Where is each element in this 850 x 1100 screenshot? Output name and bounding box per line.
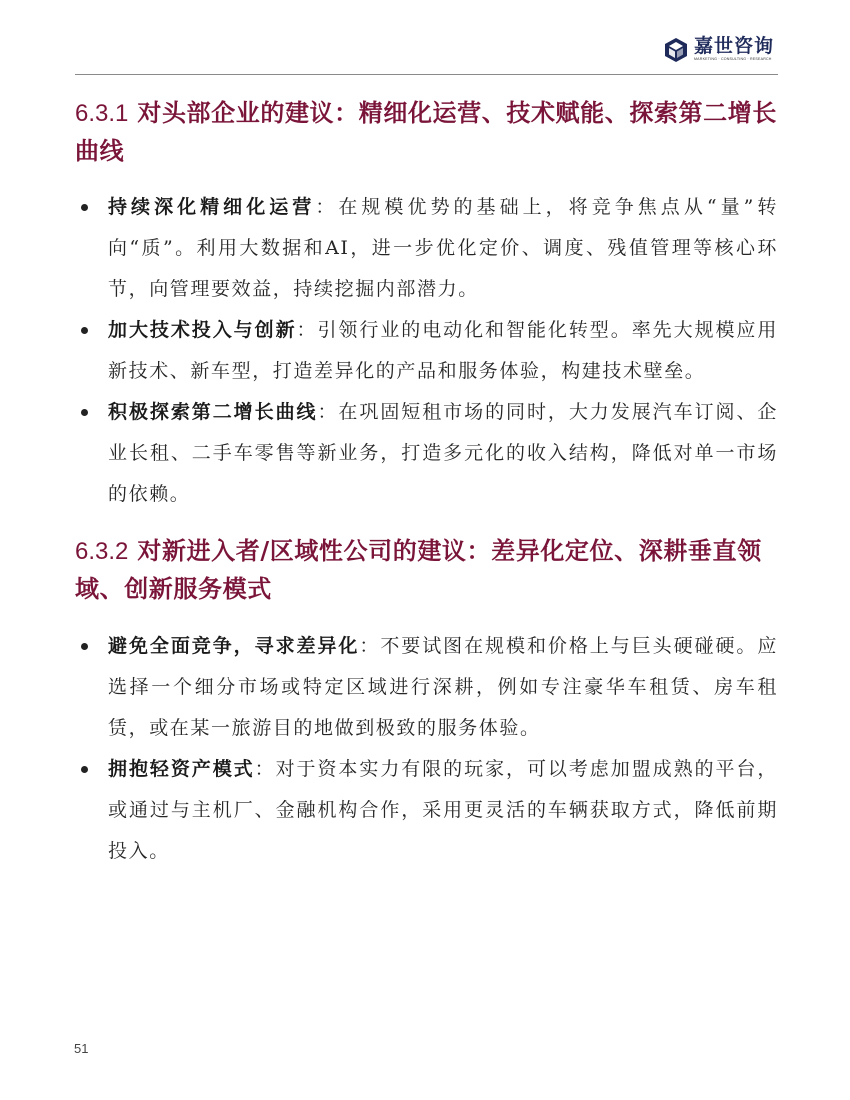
item-body: ：对于资本实力有限的玩家，可以考虑加盟成熟的平台，或通过与主机厂、金融机构合作，采用更灵活的车辆获取方式，降低前期投入。 [108, 758, 778, 862]
bullet-icon [81, 327, 88, 334]
page-header [75, 26, 778, 75]
recommendation-list-leaders [75, 187, 778, 515]
item-body: ：在巩固短租市场的同时，大力发展汽车订阅、企业长租、二手车零售等新业务，打造多元化的收入结构，降低对单一市场的依赖。 [108, 401, 778, 505]
brand-logo [663, 36, 774, 63]
section-title: 对新进入者/区域性公司的建议：差异化定位、深耕垂直领域、创新服务模式 [75, 536, 762, 603]
recommendation-list-new-entrants [75, 626, 778, 872]
list-item [75, 749, 778, 872]
logo-mark-icon [663, 37, 689, 63]
logo-tagline: MARKETING · CONSULTING · RESEARCH [693, 57, 772, 61]
bullet-icon [81, 766, 88, 773]
section-number: 6.3.2 [75, 538, 129, 565]
section-heading-6-3-2 [75, 532, 778, 607]
list-item [75, 310, 778, 392]
item-lead: 持续深化精细化运营 [108, 196, 316, 218]
bullet-icon [81, 409, 88, 416]
item-body: ：引领行业的电动化和智能化转型。率先大规模应用新技术、新车型，打造差异化的产品和服务体验，构建技术壁垒。 [108, 319, 778, 382]
list-item [75, 187, 778, 310]
bullet-icon [81, 204, 88, 211]
item-lead: 避免全面竞争，寻求差异化 [108, 635, 360, 657]
section-heading-6-3-1 [75, 94, 778, 169]
bullet-icon [81, 643, 88, 650]
page-number: 51 [74, 1041, 89, 1056]
section-number: 6.3.1 [75, 100, 129, 127]
list-item [75, 626, 778, 749]
list-item [75, 392, 778, 515]
logo-name: 嘉世咨询 [693, 35, 774, 57]
item-body: ：在规模优势的基础上，将竞争焦点从“量”转向“质”。利用大数据和AI，进一步优化定价、调度、残值管理等核心环节，向管理要效益，持续挖掘内部潜力。 [108, 196, 779, 300]
main-content [75, 94, 778, 872]
item-body: ：不要试图在规模和价格上与巨头硬碰硬。应选择一个细分市场或特定区域进行深耕，例如专注豪华车租赁、房车租赁，或在某一旅游目的地做到极致的服务体验。 [108, 635, 778, 739]
item-lead: 加大技术投入与创新 [108, 319, 297, 341]
item-lead: 拥抱轻资产模式 [108, 758, 255, 780]
item-lead: 积极探索第二增长曲线 [108, 401, 318, 423]
section-title: 对头部企业的建议：精细化运营、技术赋能、探索第二增长曲线 [75, 98, 777, 165]
